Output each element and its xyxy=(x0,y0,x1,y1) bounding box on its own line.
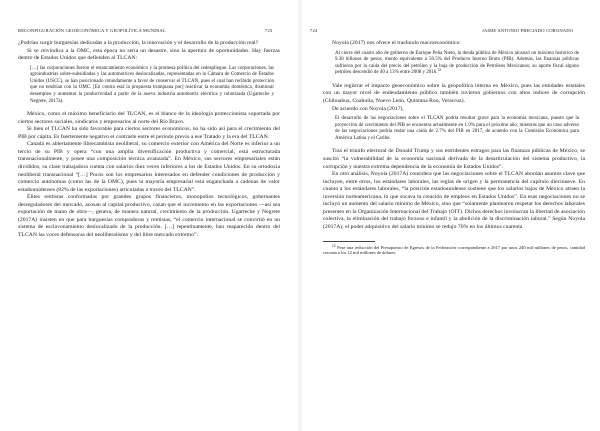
left-page-body xyxy=(18,40,280,240)
block-quote xyxy=(335,51,579,77)
block-quote-text xyxy=(335,51,579,77)
footnote-reference[interactable]: 12 xyxy=(437,68,442,73)
block-quote xyxy=(335,116,579,142)
paragraph: En otro análisis, Noyola (2017A) considera que las negociaciones sobre el TLCAN abordan asuntos clave que incluyen, entre otros, los estándares laborales, las reglas de origen y la permanencia del capítulo diecinueve. En cuanto a los estándares laborales, “la posición estadounidense sostiene que los salarios bajos de México atraen la inversión norteamericana, lo que socava la creación de empleos en Estados Unidos”. En esas negociaciones no se incluyó un aumento del salario mínimo de México, sino que “solamente plantearon respetar los derechos laborales presentes en la Organización Internacional del Trabajo (OIT). Dichos derechos involucran la libertad de asociación colectiva, la eliminación del trabajo forzoso e infantil y la abolición de la discriminación laboral.” Según Noyola (2017A), el poder adquisitivo del salario mínimo se redujo 70% en los últimos cuarenta xyxy=(323,171,585,230)
block-quote-body: Al cierre del cuarto año de gobierno de Enrique Peña Nieto, la deuda pública de México alcanzó un máximo histórico de 9.38 billones de pesos, monto equivalente a 50.5% del Producto Interno Bruto (PIB). Además, las finanzas públicas sufrieron por la caída del precio del petróleo y la baja de producción de Petróleos Mexicanos; su aporte fiscal alguno petróleo descendió de 40 a 13% entre 2008 y 2016. xyxy=(335,50,579,76)
paragraph: México, como el máximo beneficiario del TLCAN, es el blanco de la ideología proteccionista soportada por ciertos sectores sociales, sindicatos y empresarios al norte del Río Bravo. xyxy=(18,111,280,125)
paragraph: Si se reivindica a la OMC, esta época no sería un desastre, sino la apertura de oportunidades. Hay fuerzas dentro de Estados Unidos que defienden al TLCAN: xyxy=(18,47,280,62)
block-quote-text: El desarrollo de las negociaciones sobre el TLCAN podría resultar grave para la economía mexicana, puesto que la proyección de crecimiento del PIB se encuentra actualmente en 1.9% para el próximo año, mientras que un caso adverso de las negociaciones podría restar una caída de 2.7% del PIB en 2017, de acuerdo con la Comisión Económica para América Latina y el Caribe. xyxy=(335,116,579,141)
book-gutter xyxy=(298,0,302,431)
left-page-number: 723 xyxy=(265,28,273,33)
footnote-number: 12 xyxy=(332,243,336,248)
block-quote xyxy=(30,66,274,106)
footnote-text xyxy=(323,245,585,256)
paragraph: Noyola (2017) nos ofrece el trasfondo macroeconómico: xyxy=(332,40,461,46)
block-quote-text: […] las corporaciones fueron el estancamiento económico y la promesa política del redespliegue. Las corporaciones, las agroindustrias sobre-subsidiadas y las automotrices deslocalizadas, representadas en la Cámara de Comercio de Estados Unidos (USCC), se han posicionado rotundamente a favor de conservar el TLCAN, pues el cual han recibido protección que no tendrían con la OMC. [En contra está la propuesta trumpiana por] reactivar la economía doméstica, disminuir desempleo y aumentar la productividad a partir de la nueva industria automotriz eléctrica y robotizada (Ugarteche y Negrete, 2017a). xyxy=(30,65,274,104)
right-page xyxy=(304,0,600,431)
footnote xyxy=(323,245,585,256)
paragraph: Élites rentistas conformadas por grandes grupos financieros, monopolios tecnológicos, gobernantes desreguladores del mercado, acosan al capital productivo, cazan que el incremento en las exportaciones —así sea exportación de mano de obra—, genera, de manera natural, crecimiento de la producción. Ugarteche y Negrete (2017A) insisten en que para burguesías compradoras y rentistas, “el comercio internacional se convirtió en un sistema de esclavonamiento deslocalizado de la producción. […] repentinamente, han reaparecido dentro del TLCAN las voces defensoras del neoliberalismo y del libre mercado extremo”. xyxy=(18,194,280,238)
paragraph: Vale registrar el impacto geoeconómico sobre la geopolítica interna en México, pues las entidades estatales con un mayor nivel de endeudamiento público también tuvieron gobiernos con altos índices de corrupción (Chihuahua, Coahuila, Nuevo León, Quintana Roo, Veracruz). xyxy=(323,82,585,105)
paragraph: Canadá es abiertamente librecambista neoliberal, su comercio exterior con América del Norte es inferior a un tercio de su PIB y opera “con una amplia diversificación productiva y comercial, está estructurada transnacionalmente, y posee una composición técnica avanzada”. En México, sus sectores empresariales están divididos, su clase trabajadora cuenta con salarios diez veces inferiores a los de Estados Unidos. En su ortodoxia neoliberal transnacional “[…] Pocos son los empresarios interesados en defender condiciones de producción y comercio autónomas (como las de la OMC), pues la mayoría empresarial está enganchada a cadenas de valor estadounidenses (82% de las exportaciones) articuladas a través del TLCAN”. xyxy=(18,141,280,193)
paragraph: ¿Podrían surgir burguesías dedicadas a la producción, la innovación y el desarrollo de la producción real? xyxy=(18,40,259,46)
footnote-separator xyxy=(323,241,375,242)
paragraph: Tras el triunfo electoral de Donald Trump y sus estridentes estragos para las finanzas públicas de México, se suscitó “la vulnerabilidad de la economía nacional derivada de la desarticulación del sistema productivo, la corrupción y nuestra extrema dependencia de la economía de Estados Unidos”. xyxy=(323,148,585,170)
right-page-body xyxy=(323,40,585,256)
right-page-number: 724 xyxy=(310,28,318,33)
paragraph: De acuerdo con Noyola (2017), xyxy=(332,105,404,112)
paragraph: Si bien el TLCAN ha sido favorable para ciertos sectores económicos, no ha sido así para el crecimiento del PIB por cápita. Es fuertemente negativo el contraste entre el periodo previo a ese Tratado y la era del TLCAN. xyxy=(18,126,280,140)
left-page xyxy=(0,0,296,431)
right-running-title: JAIME ANTONIO PRECIADO CORONADO xyxy=(482,28,574,33)
footnote-body: Pese una reducción del Presupuesto de Egresos de la Federación correspondiente a 2017 por unos 240 mil millones de pesos, cantidad cercana a los 12 mil millones de dólares. xyxy=(323,244,586,256)
left-running-title: RECONFIGURACIÓN GEOECONÓMICA Y GEOPOLÍTICA MUNDIAL xyxy=(18,28,166,33)
